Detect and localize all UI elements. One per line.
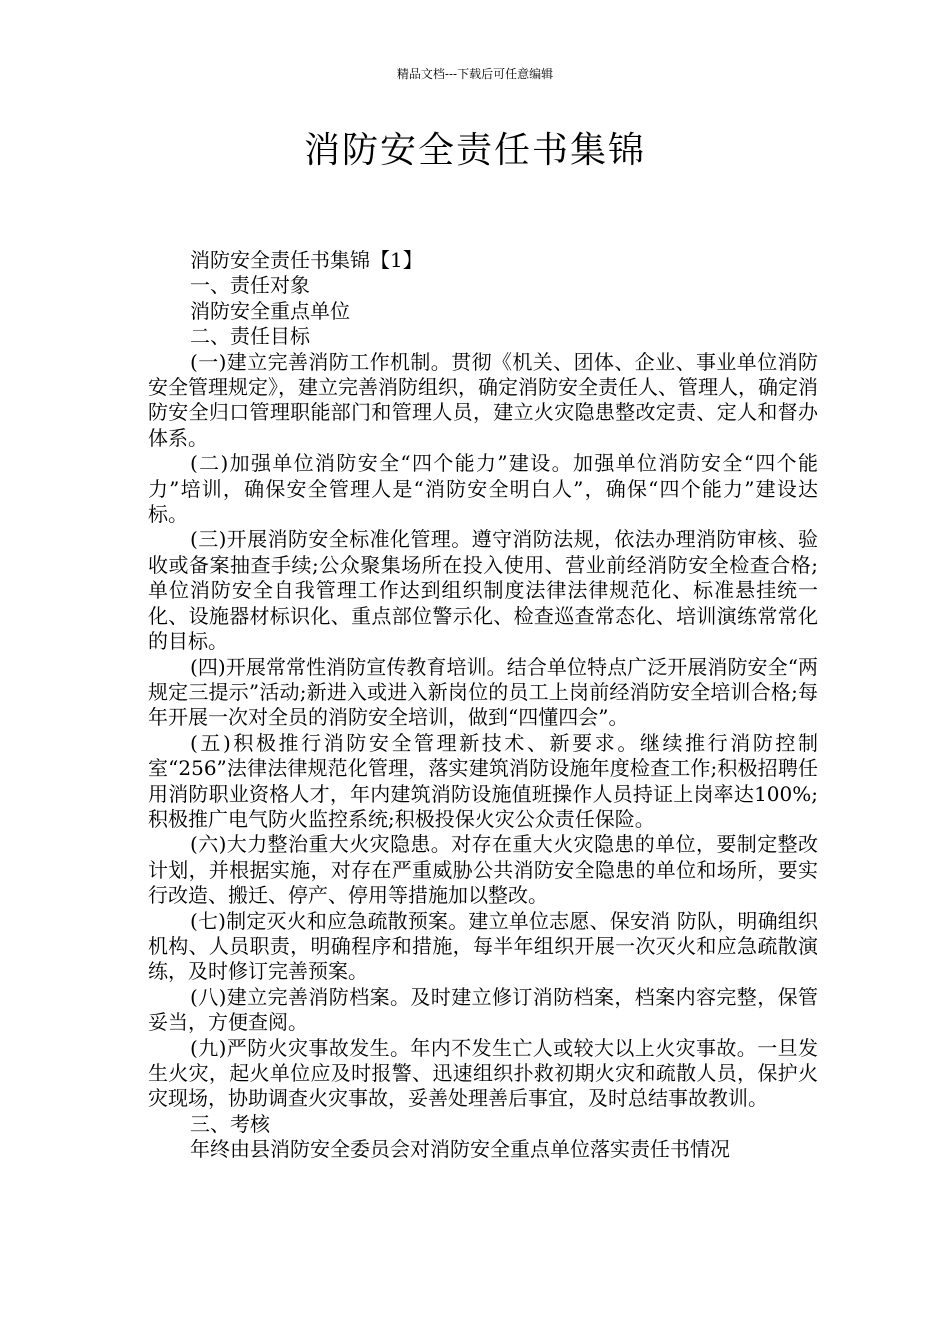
paragraph: 年终由县消防安全委员会对消防安全重点单位落实责任书情况 <box>190 1137 730 1162</box>
paragraph-item-7: (七)制定灭火和应急疏散预案。建立单位志愿、保安消 防队，明确组织机构、人员职责，明确程序和措施，每半年组织开展一次灭火和应急疏散演练，及时修订完善预案。 <box>148 908 818 984</box>
document-title: 消防安全责任书集锦 <box>303 130 646 171</box>
paragraph-item-3: (三)开展消防安全标准化管理。遵守消防法规，依法办理消防审核、验收或备案抽查手续;公众聚集场所在投入使用、营业前经消防安全检查合格;单位消防安全自我管理工作达到组织制度法律法律规范化、标准悬挂统一化、设施器材标识化、重点部位警示化、检查巡查常态化、培训演练常常化的目标。 <box>148 527 818 654</box>
paragraph-heading-1: 一、责任对象 <box>190 273 310 298</box>
paragraph-item-1: (一)建立完善消防工作机制。贯彻《机关、团体、企业、事业单位消防安全管理规定》，建立完善消防组织，确定消防安全责任人、管理人，确定消防安全归口管理职能部门和管理人员，建立火灾隐患整改定责、定人和督办体系。 <box>148 349 818 450</box>
paragraph: 消防安全重点单位 <box>190 298 350 323</box>
document-body <box>148 248 818 1163</box>
paragraph-section-heading: 消防安全责任书集锦【1】 <box>190 248 423 272</box>
header-note: 精品文档---下载后可任意编辑 <box>396 67 554 81</box>
paragraph-item-6: (六)大力整治重大火灾隐患。对存在重大火灾隐患的单位，要制定整改计划，并根据实施，对存在严重威胁公共消防安全隐患的单位和场所，要实行改造、搬迁、停产、停用等措施加以整改。 <box>148 832 818 908</box>
paragraph-item-4: (四)开展常常性消防宣传教育培训。结合单位特点广泛开展消防安全“两规定三提示”活动;新进入或进入新岗位的员工上岗前经消防安全培训合格;每年开展一次对全员的消防安全培训，做到“四懂四会”。 <box>148 654 818 730</box>
paragraph-item-9: (九)严防火灾事故发生。年内不发生亡人或较大以上火灾事故。一旦发生火灾，起火单位应及时报警、迅速组织扑救初期火灾和疏散人员，保护火灾现场，协助调查火灾事故，妥善处理善后事宜，及时总结事故教训。 <box>148 1035 818 1111</box>
paragraph-item-5: (五)积极推行消防安全管理新技术、新要求。继续推行消防控制室“256”法律法律规范化管理，落实建筑消防设施年度检查工作;积极招聘任用消防职业资格人才，年内建筑消防设施值班操作人员持证上岗率达100%;积极推广电气防火监控系统;积极投保火灾公众责任保险。 <box>148 730 818 831</box>
paragraph-heading-3: 三、考核 <box>190 1111 270 1136</box>
paragraph-heading-2: 二、责任目标 <box>190 324 310 349</box>
paragraph-item-2: (二)加强单位消防安全“四个能力”建设。加强单位消防安全“四个能力”培训，确保安全管理人是“消防安全明白人”，确保“四个能力”建设达标。 <box>148 451 818 527</box>
paragraph-item-8: (八)建立完善消防档案。及时建立修订消防档案，档案内容完整，保管妥当，方便查阅。 <box>148 984 818 1035</box>
